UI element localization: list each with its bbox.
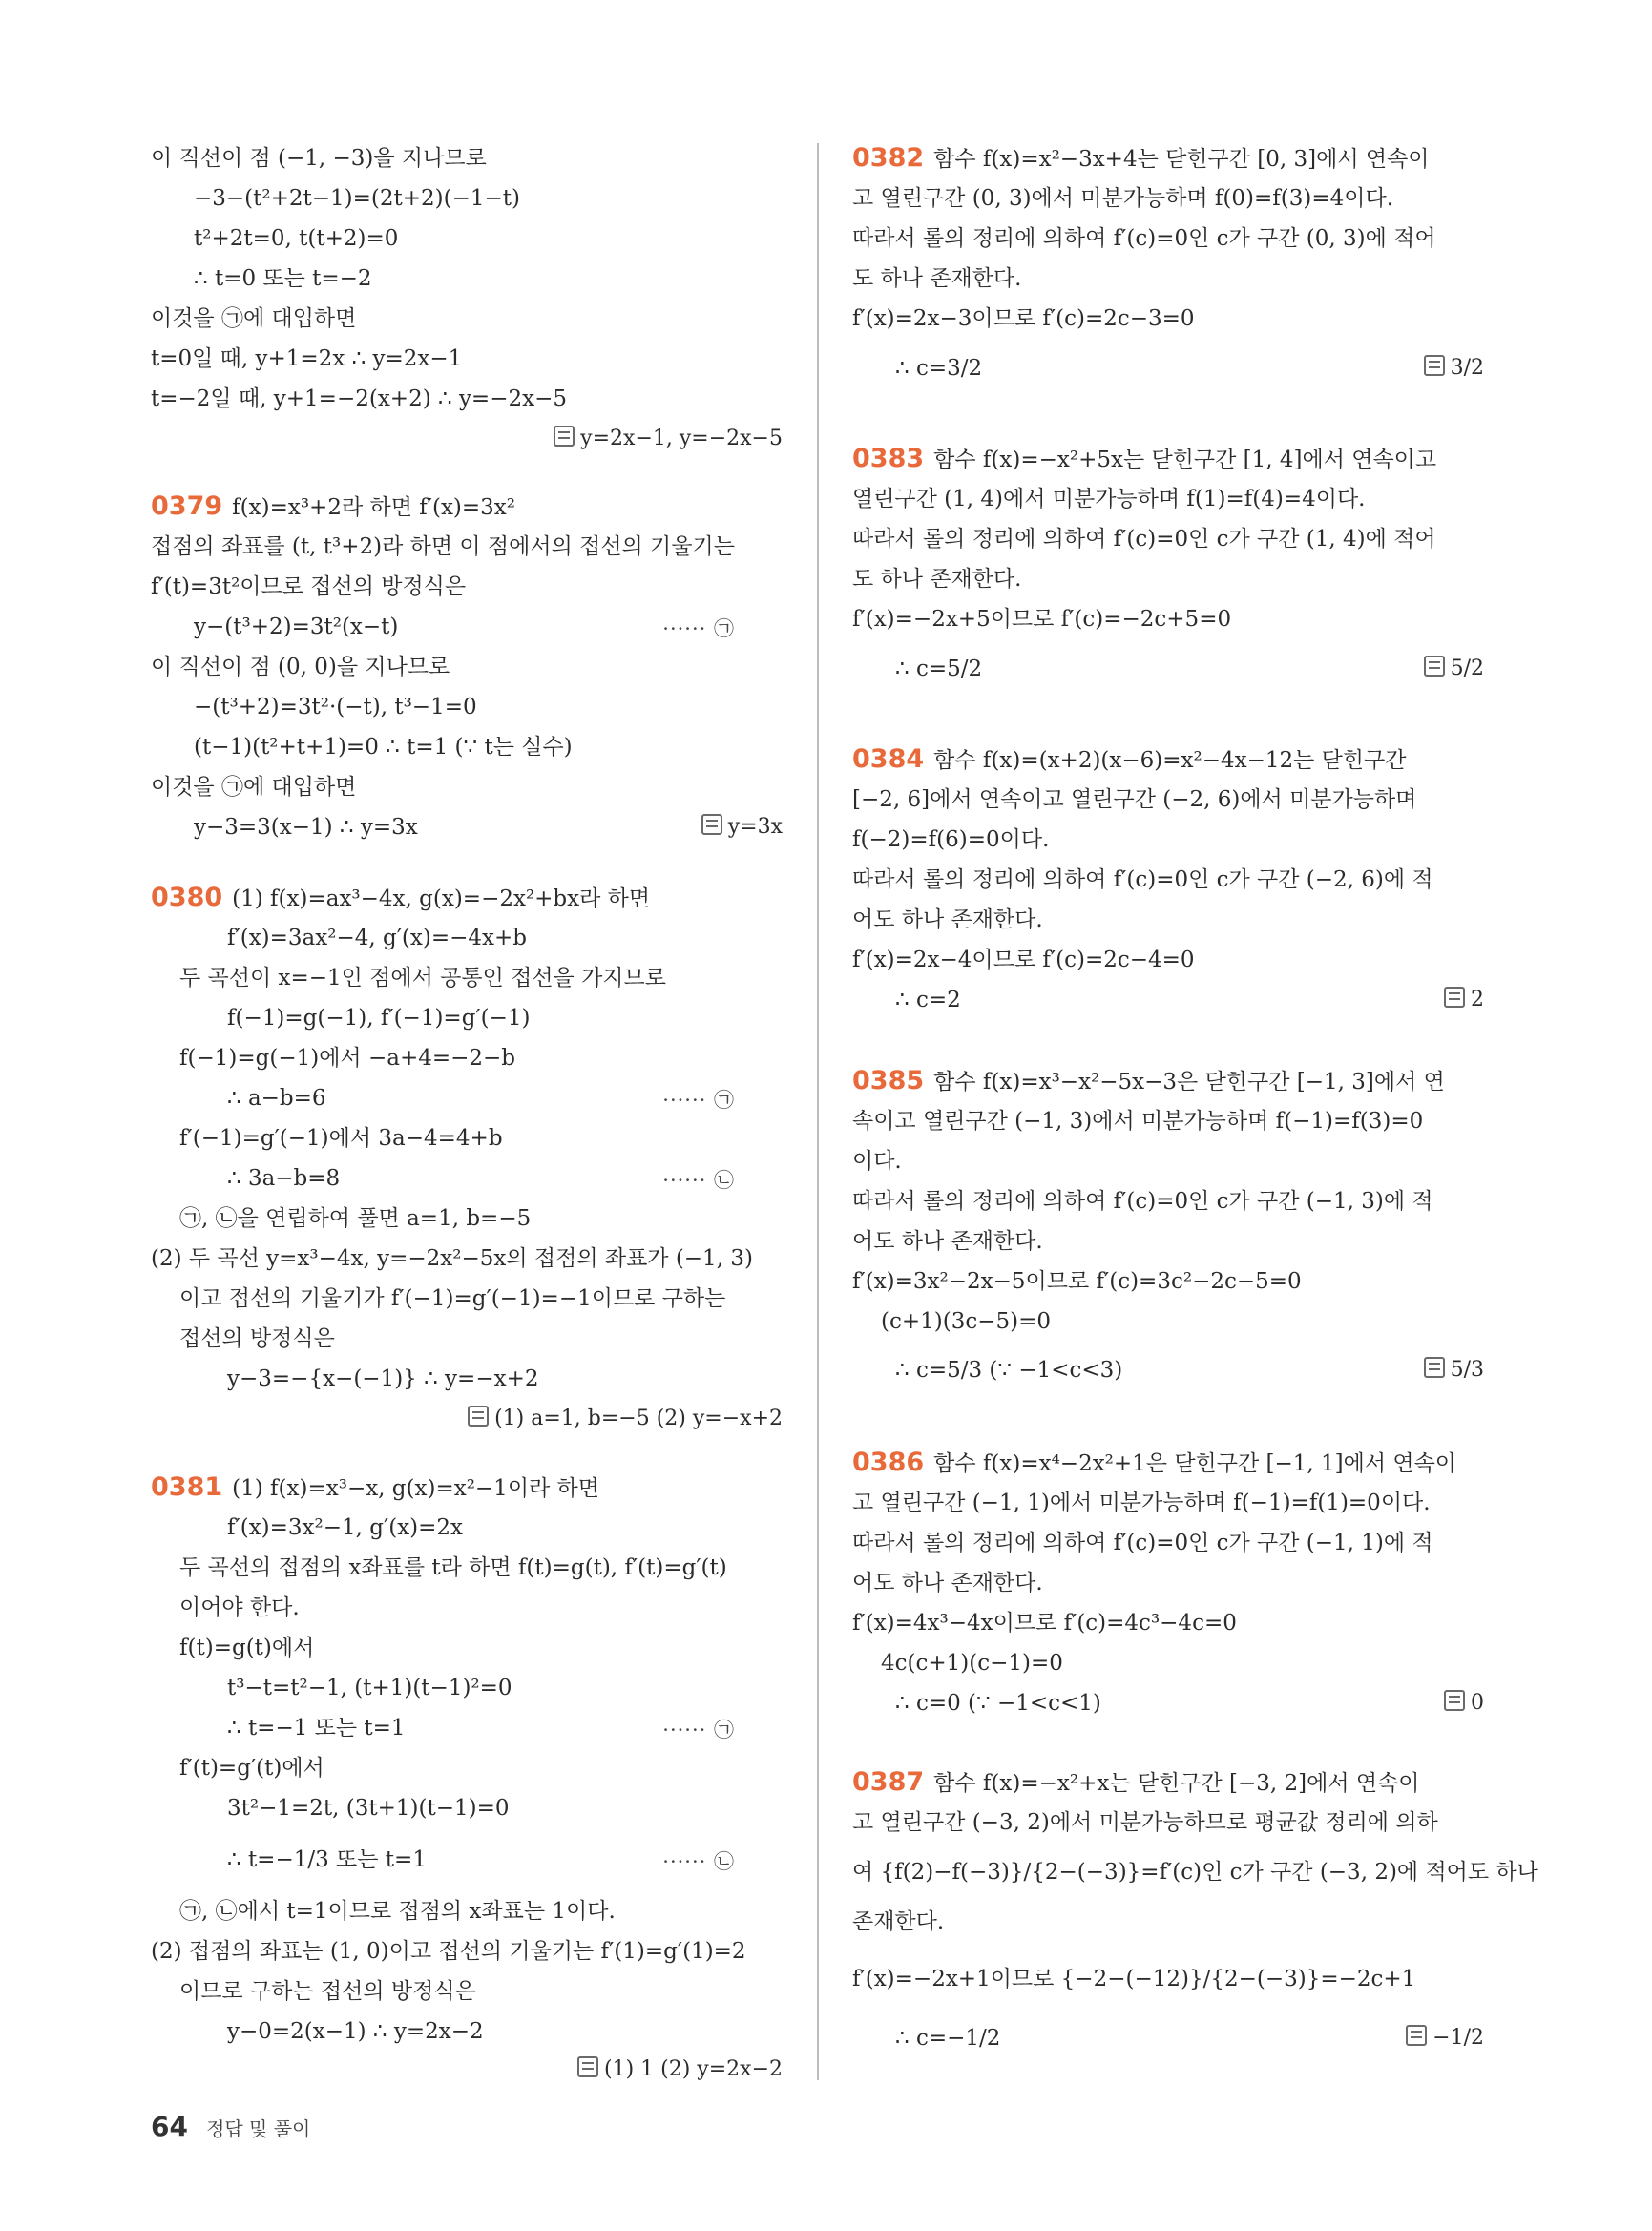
- equation-marker: ······ ㉠: [662, 1089, 735, 1112]
- equation-line: 4c(c+1)(c−1)=0: [881, 1651, 1063, 1676]
- section-title: 정답 및 풀이: [206, 2117, 311, 2140]
- equation-line: y−0=2(x−1) ∴ y=2x−2: [227, 2019, 484, 2044]
- text-line: f′(t)=3t²이므로 접선의 방정식은: [151, 574, 467, 599]
- equation-line: −(t³+2)=3t²·(−t), t³−1=0: [194, 695, 477, 719]
- equation-line: −3−(t²+2t−1)=(2t+2)(−1−t): [194, 186, 521, 211]
- equation-line: ∴ c=3/2: [895, 356, 983, 381]
- answer-icon: [1424, 355, 1445, 376]
- text-line: 따라서 롤의 정리에 의하여 f′(c)=0인 c가 구간 (−2, 6)에 적: [852, 867, 1433, 892]
- answer-tag: 3/2: [1424, 355, 1484, 380]
- text-line: 접점의 좌표를 (t, t³+2)라 하면 이 점에서의 접선의 기울기는: [151, 534, 735, 559]
- text-line: 두 곡선의 접점의 x좌표를 t라 하면 f(t)=g(t), f′(t)=g′(t): [179, 1555, 727, 1580]
- answer-icon: [577, 2056, 598, 2077]
- answer-icon: [1444, 987, 1465, 1008]
- equation-line: f(−1)=g(−1), f′(−1)=g′(−1): [227, 1006, 531, 1031]
- equation-line: y−3=3(x−1) ∴ y=3x: [194, 815, 418, 840]
- text-line: 여 {f(2)−f(−3)}/{2−(−3)}=f′(c)인 c가 구간 (−3, 2)에 적어도 하나: [852, 1860, 1538, 1885]
- equation-line: ∴ 3a−b=8: [227, 1166, 341, 1191]
- text-line: ㉠, ㉡에서 t=1이므로 접점의 x좌표는 1이다.: [179, 1899, 616, 1924]
- problem-0384: 0384 함수 f(x)=(x+2)(x−6)=x²−4x−12는 닫힌구간: [852, 744, 1407, 774]
- text-line: 이것을 ㉠에 대입하면: [151, 775, 357, 800]
- equation-line: f′(x)=−2x+1이므로 {−2−(−12)}/{2−(−3)}=−2c+1: [852, 1967, 1416, 1991]
- equation-marker: ······ ㉠: [662, 1719, 735, 1741]
- problem-0386: 0386 함수 f(x)=x⁴−2x²+1은 닫힌구간 [−1, 1]에서 연속이: [852, 1448, 1457, 1477]
- equation-line: f′(x)=4x³−4x이므로 f′(c)=4c³−4c=0: [852, 1611, 1237, 1636]
- answer-tag: y=3x: [701, 814, 783, 839]
- answer-tag: (1) 1 (2) y=2x−2: [577, 2056, 783, 2081]
- problem-0387: 0387 함수 f(x)=−x²+x는 닫힌구간 [−3, 2]에서 연속이: [852, 1767, 1420, 1797]
- equation-line: y−(t³+2)=3t²(x−t): [194, 615, 399, 639]
- page-footer: [151, 2111, 310, 2142]
- equation-line: f′(x)=3ax²−4, g′(x)=−4x+b: [227, 926, 527, 950]
- page-number: 64: [151, 2111, 188, 2142]
- equation-line: f(−1)=g(−1)에서 −a+4=−2−b: [179, 1046, 516, 1071]
- text-line: 어도 하나 존재한다.: [852, 1229, 1043, 1254]
- problem-number: 0384: [852, 744, 925, 774]
- column-divider: [817, 143, 819, 2080]
- equation-line: f(t)=g(t)에서: [179, 1636, 315, 1660]
- answer-icon: [1424, 656, 1445, 677]
- text-line: 속이고 열린구간 (−1, 3)에서 미분가능하며 f(−1)=f(3)=0: [852, 1109, 1424, 1134]
- text-line: 이 직선이 점 (−1, −3)을 지나므로: [151, 146, 487, 171]
- equation-line: f′(x)=−2x+5이므로 f′(c)=−2c+5=0: [852, 607, 1232, 632]
- equation-line: f′(x)=3x²−1, g′(x)=2x: [227, 1515, 464, 1540]
- equation-line: f′(x)=2x−4이므로 f′(c)=2c−4=0: [852, 948, 1195, 972]
- equation-line: ∴ c=−1/2: [895, 2026, 1001, 2051]
- answer-icon: [468, 1406, 489, 1427]
- answer-tag: −1/2: [1406, 2025, 1484, 2050]
- text-line: 이것을 ㉠에 대입하면: [151, 306, 357, 331]
- answer-icon: [1444, 1690, 1465, 1711]
- equation-line: ∴ a−b=6: [227, 1086, 326, 1111]
- equation-line: 3t²−1=2t, (3t+1)(t−1)=0: [227, 1796, 510, 1821]
- problem-0382: 0382 함수 f(x)=x²−3x+4는 닫힌구간 [0, 3]에서 연속이: [852, 143, 1430, 173]
- text-line: 고 열린구간 (0, 3)에서 미분가능하며 f(0)=f(3)=4이다.: [852, 186, 1394, 211]
- problem-0379: 0379 f(x)=x³+2라 하면 f′(x)=3x²: [151, 491, 515, 521]
- text-line: [−2, 6]에서 연속이고 열린구간 (−2, 6)에서 미분가능하며: [852, 787, 1417, 812]
- problem-number: 0387: [852, 1767, 925, 1797]
- equation-line: y−3=−{x−(−1)} ∴ y=−x+2: [227, 1366, 539, 1391]
- text-line: t=0일 때, y+1=2x ∴ y=2x−1: [151, 346, 463, 371]
- problem-number: 0381: [151, 1472, 223, 1502]
- text-line: 따라서 롤의 정리에 의하여 f′(c)=0인 c가 구간 (−1, 1)에 적: [852, 1531, 1433, 1555]
- problem-number: 0386: [852, 1448, 925, 1477]
- equation-line: ∴ c=5/3 (∵ −1<c<3): [895, 1358, 1123, 1383]
- answer-icon: [1424, 1357, 1445, 1378]
- equation-line: f′(−1)=g′(−1)에서 3a−4=4+b: [179, 1126, 503, 1151]
- equation-marker: ······ ㉡: [662, 1169, 735, 1192]
- problem-0383: 0383 함수 f(x)=−x²+5x는 닫힌구간 [1, 4]에서 연속이고: [852, 444, 1437, 473]
- text-line: 이고 접선의 기울기가 f′(−1)=g′(−1)=−1이므로 구하는: [179, 1286, 726, 1311]
- text-line: 어도 하나 존재한다.: [852, 907, 1043, 932]
- problem-0385: 0385 함수 f(x)=x³−x²−5x−3은 닫힌구간 [−1, 3]에서 연: [852, 1066, 1445, 1095]
- text-line: 따라서 롤의 정리에 의하여 f′(c)=0인 c가 구간 (−1, 3)에 적: [852, 1189, 1433, 1214]
- text-line: 고 열린구간 (−3, 2)에서 미분가능하므로 평균값 정리에 의하: [852, 1810, 1438, 1835]
- equation-line: ∴ t=0 또는 t=−2: [194, 266, 372, 291]
- equation-line: t²+2t=0, t(t+2)=0: [194, 226, 399, 251]
- problem-number: 0385: [852, 1066, 925, 1095]
- equation-line: ∴ c=2: [895, 988, 961, 1012]
- text-line: 따라서 롤의 정리에 의하여 f′(c)=0인 c가 구간 (0, 3)에 적어: [852, 226, 1436, 251]
- problem-0381: 0381 (1) f(x)=x³−x, g(x)=x²−1이라 하면: [151, 1472, 599, 1502]
- equation-marker: ······ ㉠: [662, 617, 735, 640]
- text-line: 이어야 한다.: [179, 1595, 300, 1620]
- text-line: 이 직선이 점 (0, 0)을 지나므로: [151, 655, 450, 679]
- problem-number: 0382: [852, 143, 925, 173]
- equation-line: ∴ t=−1/3 또는 t=1: [227, 1847, 427, 1872]
- equation-line: t³−t=t²−1, (t+1)(t−1)²=0: [227, 1676, 512, 1700]
- equation-line: ∴ t=−1 또는 t=1: [227, 1716, 406, 1741]
- text-line: 접선의 방정식은: [179, 1326, 335, 1351]
- text-line: t=−2일 때, y+1=−2(x+2) ∴ y=−2x−5: [151, 386, 567, 411]
- text-line: 이므로 구하는 접선의 방정식은: [179, 1979, 476, 2004]
- text-line: 어도 하나 존재한다.: [852, 1571, 1043, 1595]
- answer-tag: 2: [1444, 987, 1484, 1011]
- answer-tag: 5/3: [1424, 1357, 1484, 1382]
- equation-line: (c+1)(3c−5)=0: [881, 1309, 1052, 1334]
- answer-tag: 5/2: [1424, 656, 1484, 680]
- answer-icon: [554, 426, 575, 447]
- equation-line: f′(t)=g′(t)에서: [179, 1756, 324, 1781]
- text-line: f(−2)=f(6)=0이다.: [852, 827, 1050, 852]
- text-line: 도 하나 존재한다.: [852, 266, 1022, 291]
- equation-line: f′(x)=2x−3이므로 f′(c)=2c−3=0: [852, 306, 1195, 331]
- equation-line: ∴ c=5/2: [895, 657, 983, 681]
- text-line: ㉠, ㉡을 연립하여 풀면 a=1, b=−5: [179, 1206, 532, 1231]
- text-line: 도 하나 존재한다.: [852, 567, 1022, 592]
- problem-0380: 0380 (1) f(x)=ax³−4x, g(x)=−2x²+bx라 하면: [151, 883, 651, 912]
- text-line: (2) 두 곡선 y=x³−4x, y=−2x²−5x의 접점의 좌표가 (−1, 3): [151, 1246, 753, 1271]
- answer-icon: [701, 814, 722, 835]
- text-line: 두 곡선이 x=−1인 점에서 공통인 접선을 가지므로: [179, 966, 666, 990]
- equation-line: (t−1)(t²+t+1)=0 ∴ t=1 (∵ t는 실수): [194, 735, 573, 760]
- text-line: 이다.: [852, 1149, 902, 1174]
- equation-line: ∴ c=0 (∵ −1<c<1): [895, 1691, 1101, 1716]
- equation-marker: ······ ㉡: [662, 1850, 735, 1873]
- answer-tag: (1) a=1, b=−5 (2) y=−x+2: [468, 1406, 783, 1430]
- answer-tag: y=2x−1, y=−2x−5: [554, 426, 783, 450]
- answer-icon: [1406, 2025, 1427, 2046]
- text-line: 고 열린구간 (−1, 1)에서 미분가능하며 f(−1)=f(1)=0이다.: [852, 1491, 1431, 1515]
- text-line: 열린구간 (1, 4)에서 미분가능하며 f(1)=f(4)=4이다.: [852, 487, 1366, 511]
- text-line: (2) 접점의 좌표는 (1, 0)이고 접선의 기울기는 f′(1)=g′(1)=2: [151, 1939, 746, 1964]
- problem-number: 0383: [852, 444, 925, 473]
- text-line: 존재한다.: [852, 1909, 945, 1934]
- equation-line: f′(x)=3x²−2x−5이므로 f′(c)=3c²−2c−5=0: [852, 1269, 1302, 1294]
- problem-number: 0380: [151, 883, 223, 912]
- answer-tag: 0: [1444, 1690, 1484, 1715]
- text-line: 따라서 롤의 정리에 의하여 f′(c)=0인 c가 구간 (1, 4)에 적어: [852, 527, 1436, 552]
- problem-number: 0379: [151, 491, 223, 521]
